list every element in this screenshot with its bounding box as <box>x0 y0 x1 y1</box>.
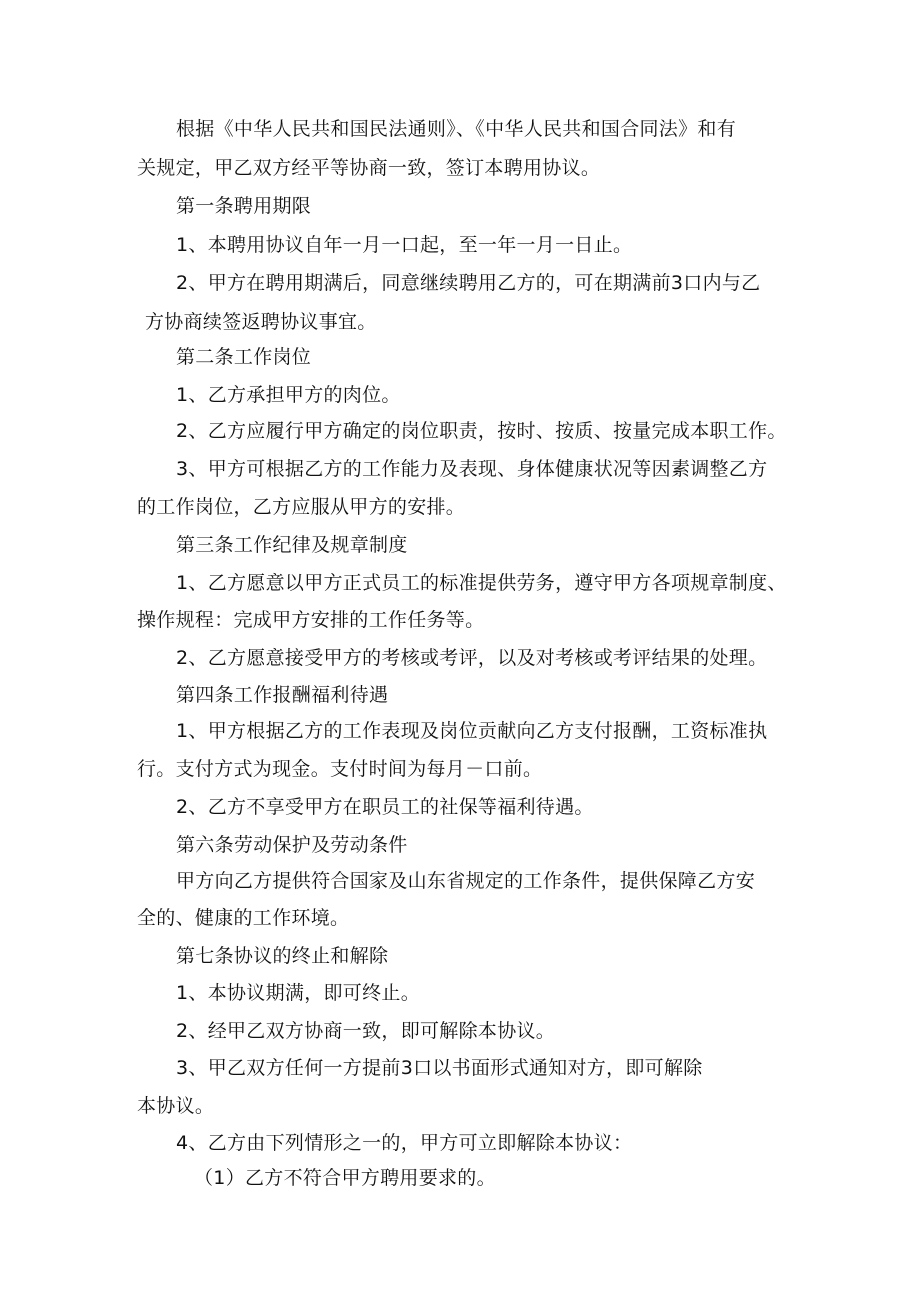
paragraph-line: 2、乙方应履行甲方确定的岗位职责，按时、按质、按量完成本职工作。 <box>176 420 787 442</box>
paragraph-line: 3、甲方可根据乙方的工作能力及表现、身体健康状况等因素调整乙方 <box>176 458 768 480</box>
paragraph-line: 1、本协议期满，即可终止。 <box>176 982 420 1004</box>
paragraph-line: 操作规程：完成甲方安排的工作任务等。 <box>137 609 485 631</box>
paragraph-line: 3、甲乙双方任何一方提前3口以书面形式通知对方，即可解除 <box>176 1057 703 1079</box>
paragraph-line: 方协商续签返聘协议事宜。 <box>145 311 377 333</box>
paragraph-line: 4、乙方由下列情形之一的，甲方可立即解除本协议： <box>176 1132 633 1154</box>
paragraph-line: 行。支付方式为现金。支付时间为每月－口前。 <box>137 758 543 780</box>
paragraph-line: 2、经甲乙双方协商一致，即可解除本协议。 <box>176 1020 556 1042</box>
paragraph-line: 1、本聘用协议自年一月一口起，至一年一月一日止。 <box>176 234 633 256</box>
paragraph-line: 2、乙方愿意接受甲方的考核或考评，以及对考核或考评结果的处理。 <box>176 647 768 669</box>
section-heading: 第七条协议的终止和解除 <box>176 945 389 967</box>
paragraph-line: 2、甲方在聘用期满后，同意继续聘用乙方的，可在期满前3口内与乙 <box>176 272 761 294</box>
paragraph-line: 本协议。 <box>137 1095 215 1117</box>
section-heading: 第六条劳动保护及劳动条件 <box>176 834 408 856</box>
section-heading: 第三条工作纪律及规章制度 <box>176 534 408 556</box>
paragraph-line: 2、乙方不享受甲方在职员工的社保等福利待遇。 <box>176 796 594 818</box>
paragraph-line: 关规定，甲乙双方经平等协商一致，签订本聘用协议。 <box>137 157 601 179</box>
paragraph-line: 甲方向乙方提供符合国家及山东省规定的工作条件，提供保障乙方安 <box>176 870 756 892</box>
paragraph-line: 根据《中华人民共和国民法通则》、《中华人民共和国合同法》和有 <box>176 118 737 140</box>
paragraph-line: 全的、健康的工作环境。 <box>137 907 350 929</box>
section-heading: 第四条工作报酬福利待遇 <box>176 684 389 706</box>
paragraph-line: 1、乙方愿意以甲方正式员工的标准提供劳务，遵守甲方各项规章制度、 <box>176 572 787 594</box>
section-heading: 第二条工作岗位 <box>176 346 312 368</box>
paragraph-line: （1）乙方不符合甲方聘用要求的。 <box>194 1167 496 1189</box>
paragraph-line: 的工作岗位，乙方应服从甲方的安排。 <box>137 496 466 518</box>
paragraph-line: 1、甲方根据乙方的工作表现及岗位贡献向乙方支付报酬，工资标准执 <box>176 720 768 742</box>
paragraph-line: 1、乙方承担甲方的肉位。 <box>176 384 401 406</box>
section-heading: 第一条聘用期限 <box>176 195 312 217</box>
